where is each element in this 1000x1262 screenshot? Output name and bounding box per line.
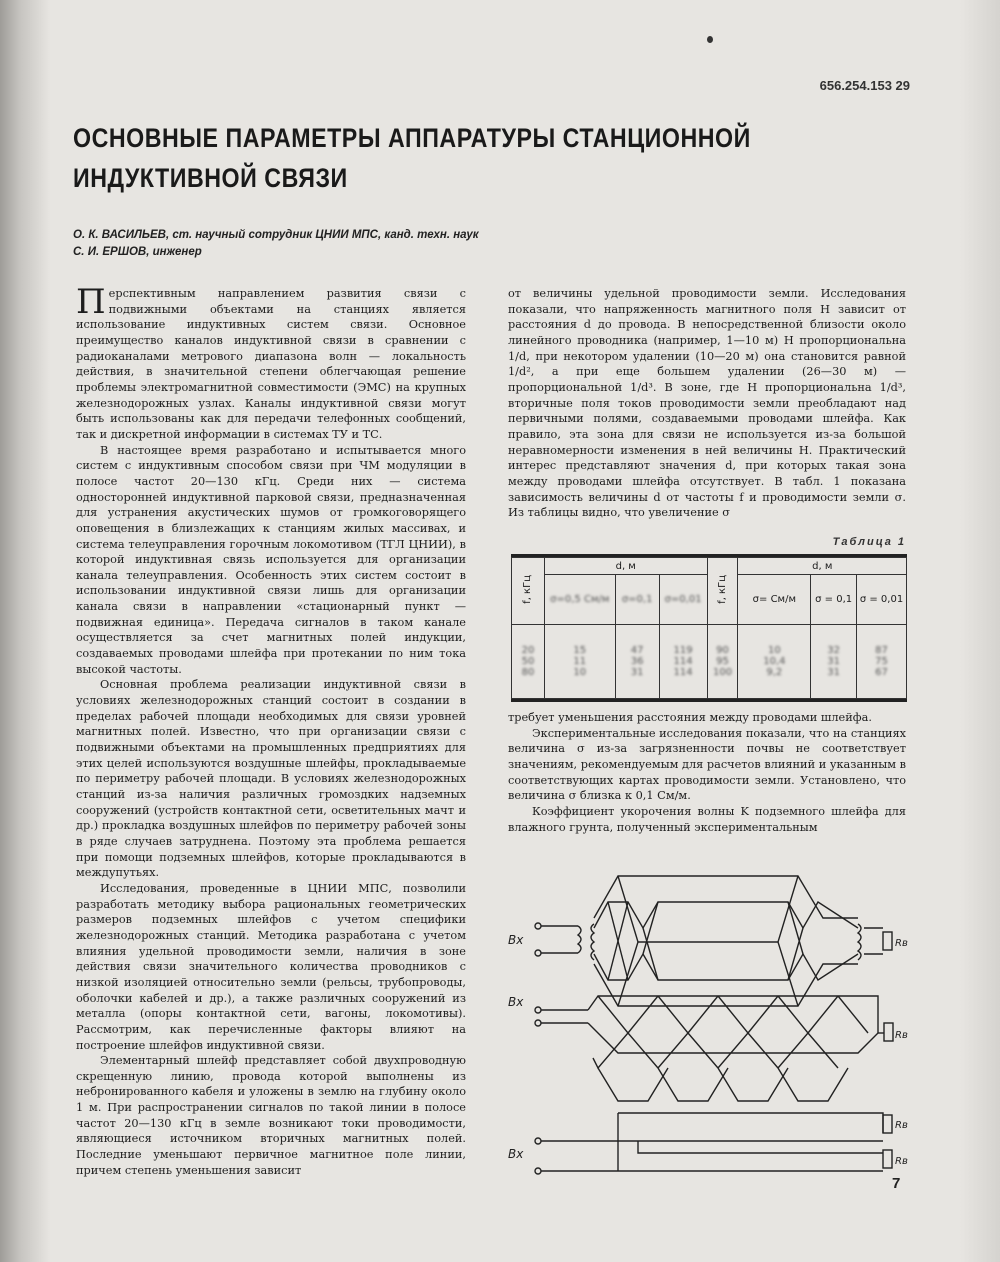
ink-speck (707, 36, 713, 43)
author-2: С. И. ЕРШОВ, инженер (73, 246, 202, 258)
right-column-top (508, 286, 906, 521)
table-header-d: d, м (738, 558, 907, 575)
transposed-loop-1 (535, 876, 892, 1006)
title-line-2: ИНДУКТИВНОЙ СВЯЗИ (73, 163, 348, 193)
table-header-d: d, м (544, 558, 707, 575)
udc-code: 656.254.153 29 (819, 78, 910, 93)
paragraph-text: ерспективным направлением развития связи с подвижными объектами на станциях является использование индуктивных систем связи. Основное преимущество каналов индуктивной связи в сравнении с радиоканалами метрового диапазона волн — локальность действия, в значительной степени облегчающая решение проблемы электромагнитной совместимости (ЭМС) на крупных железнодорожных узлах. Каналы индуктивной связи могут быть использованы как для передачи телефонных сообщений, так и дискретной информации в системах ТУ и ТС. (76, 287, 466, 441)
table-cell: 15 11 10 (544, 625, 615, 699)
title-line-1: ОСНОВНЫЕ ПАРАМЕТРЫ АППАРАТУРЫ СТАНЦИОННОЙ (73, 123, 751, 153)
paragraph (76, 282, 466, 443)
right-column-middle (508, 710, 906, 835)
table-cell: 119 114 114 (659, 625, 707, 699)
loop-circuit-diagram (498, 858, 918, 1198)
load-label: Rв (895, 938, 908, 949)
data-table (511, 554, 907, 702)
table-cell: 90 95 100 (707, 625, 738, 699)
page-number: 7 (892, 1175, 901, 1192)
paragraph: от величины удельной проводимости земли. Исследования показали, что напряженность магнитного поля H зависит от расстояния d до провода. В непосредственной близости около линейного проводника (например, 1—10 м) H пропорциональна 1/d, при некотором удалении (10—20 м) она становится равной 1/d², а при еще большем удалении (26—30 м) — пропорциональной 1/d³. В зоне, где H пропорциональна 1/d³, вторичные поля токов проводимости земли преобладают над первичными полями, создаваемыми проводами шлейфа. Как правило, эта зона для связи не используется из-за большой неравномерности изменения в ней величины H. Практический интерес представляют значения d, при которых такая зона между проводами шлейфа отсутствует. В табл. 1 показана зависимость величины d от частоты f и проводимости земли σ. Из таблицы видно, что увеличение σ (508, 287, 906, 520)
table-header-freq: f, кГц (512, 558, 545, 625)
article-title (73, 118, 751, 198)
paragraph: Основная проблема реализации индуктивной связи в условиях железнодорожных станций состоит в создании в пределах рабочей площади необходимых для связи уровней магнитных полей. Известно, что при организации связи с подвижными объектами на промышленных предприятиях для этих целей используются воздушные шлейфы, прокладываемые по периметру рабочей площади. В условиях железнодорожных станций из-за наличия различных громоздких надземных сооружений (устройств контактной сети, осветительных мачт и др.) прокладка воздушных шлейфов по периметру рабочей зоны в ряде случаев затруднена. Поэтому эта проблема решается при помощи подземных шлейфов, которые прокладываются в междупутьях. (76, 678, 466, 880)
table-subheader: σ=0,5 См/м (544, 575, 615, 625)
table-header-freq: f, кГц (707, 558, 738, 625)
paragraph: требует уменьшения расстояния между проводами шлейфа. (508, 711, 872, 724)
table-subheader: σ = 0,01 (857, 575, 907, 625)
table-cell: 87 75 67 (857, 625, 907, 699)
input-label: Вх (508, 995, 524, 1009)
table-caption: Таблица 1 (832, 536, 906, 548)
table-subheader: σ=0,1 (615, 575, 659, 625)
transposed-loop-2 (535, 996, 893, 1101)
edge-shadow (960, 0, 1000, 1262)
paragraph: Исследования, проведенные в ЦНИИ МПС, позволили разработать методику выбора рациональных геометрических размеров подземных шлейфов с учетом специфики железнодорожных станций. Методика разработана с учетом влияния удельной проводимости земли, наличия в зоне действия связи значительного количества проводников с низкой изоляцией относительно земли (рельсы, трубопроводы, оболочки кабелей и др.), а также различных сооружений из металла (опоры контактной сети, вагоны, локомотивы). Рассмотрим, как перечисленные факторы влияют на построение шлейфов индуктивной связи. (76, 881, 466, 1052)
paragraph: Элементарный шлейф представляет собой двухпроводную скрещенную линию, провода которой выполнены из небронированного кабеля и уложены в землю на глубину около 1 м. При распространении сигналов по такой линии в полосе частот 20—130 кГц в земле возникают токи проводимости, являющиеся источником вторичных магнитных полей. Последние уменьшают первичное магнитное поле линии, причем степень уменьшения зависит (76, 1054, 466, 1177)
paragraph: В настоящее время разработано и испытывается много систем с индуктивным способом связи при ЧМ модуляции в полосе частот 20—130 кГц. Среди них — система односторонней индуктивной парковой связи, предназначенная для устранения акустических шумов от громкоговорящего оповещения в близлежащих к станциям жилых массивах, и система телеуправления горочным локомотивом (ТГЛ ЦНИИ), в которой индуктивная связь используется для организации канала телеуправления. Особенность этих систем состоит в использовании индуктивной связи лишь для организации канала связи в направлении «стационарный пункт — подвижная единица». Передача сигналов в таком канале осуществляется за счет магнитных полей индукции, создаваемых проводами шлейфа при протекании по ним тока высокой частоты. (76, 443, 466, 676)
left-column (76, 282, 466, 1178)
table-subheader: σ=0,01 (659, 575, 707, 625)
paragraph: Коэффициент укорочения волны K подземного шлейфа для влажного грунта, полученный экспериментальным (508, 804, 906, 834)
table-cell: 32 31 31 (811, 625, 857, 699)
table-cell: 20 50 80 (512, 625, 545, 699)
simple-loops (535, 1113, 892, 1174)
load-label: Rв (895, 1156, 908, 1167)
binding-shadow (0, 0, 50, 1262)
drop-cap: П (76, 282, 106, 322)
table-subheader: σ = 0,1 (811, 575, 857, 625)
author-1: О. К. ВАСИЛЬЕВ, ст. научный сотрудник ЦНИИ МПС, канд. техн. наук (73, 229, 479, 241)
load-label: Rв (895, 1120, 908, 1131)
authors (73, 227, 673, 261)
paragraph: Экспериментальные исследования показали, что на станциях величина σ из-за загрязненности почвы не соответствует значениям, рекомендуемым для расчетов влияний и указанным в соответствующих картах проводимости земли. Установлено, что величина σ близка к 0,1 См/м. (508, 726, 906, 803)
input-label: Вх (508, 933, 524, 947)
input-label: Вх (508, 1147, 524, 1161)
table-subheader: σ= См/м (738, 575, 811, 625)
load-label: Rв (895, 1030, 908, 1041)
table-cell: 47 36 31 (615, 625, 659, 699)
table-cell: 10 10,4 9,2 (738, 625, 811, 699)
